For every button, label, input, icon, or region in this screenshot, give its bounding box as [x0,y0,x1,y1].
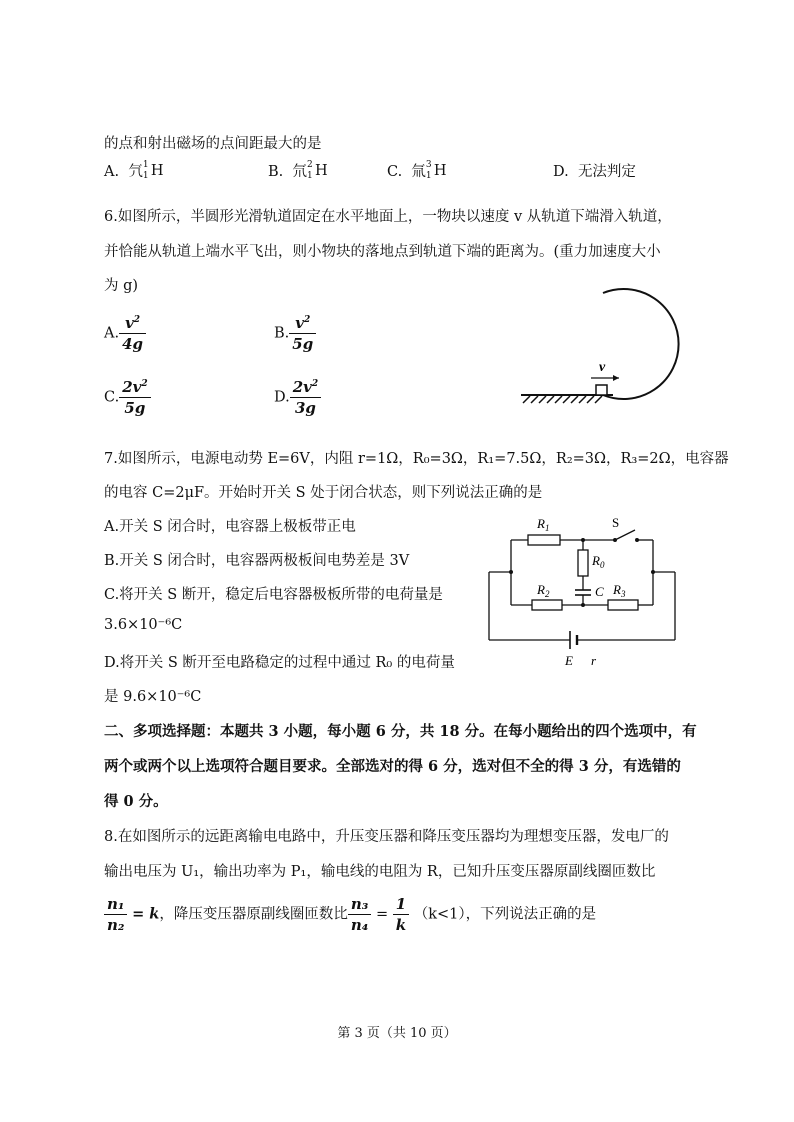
ground-hatching [523,396,602,403]
q8-line-3: $\frac{\text{n₁}}{\text{n₂}}$ = k，降压变压器原副线圈匝数比 $\frac{\text{n₃}}{\text{n₄}}$ = $\frac{1}{k}$ （k<1），下列说法正确的是 [104,895,596,934]
q6-line-3: 为 g) [104,278,139,294]
q7-option-d-line-1: D.将开关 S 断开至电路稳定的过程中通过 R₀ 的电荷量 [104,655,455,671]
section2-line-1: 二、多项选择题：本题共 3 小题，每小题 6 分，共 18 分。在每小题给出的四个选项中，有 [104,723,697,740]
section2-line-3: 得 0 分。 [104,793,168,810]
q7-option-c-line-2: 3.6×10⁻⁶C [104,617,183,633]
q6-semicircle-track-figure [515,285,665,415]
fraction-n1-n2: $\frac{\text{n₁}}{\text{n₂}}$ [104,895,127,934]
label-c: C [595,584,604,599]
q5-tail: 的点和射出磁场的点间距最大的是 [104,136,322,152]
q5-option-a: A. 氕 1 1 H [104,160,164,181]
q5-option-b: B. 氘 2 1 H [268,160,328,181]
section2-line-2: 两个或两个以上选项符合题目要求。全部选对的得 6 分，选对但不全的得 3 分，有选错的 [104,758,681,775]
page-number: 第 3 页（共 10 页） [337,1026,457,1041]
switch-s [615,530,635,540]
velocity-label: v [599,360,606,375]
q6-option-a: A. $\frac{v^2}{4g}$ [104,314,146,353]
q8-line-2: 输出电压为 U₁，输出功率为 P₁，输电线的电阻为 R，已知升压变压器原副线圈匝数比 [104,864,656,880]
resistor-r3 [608,600,638,610]
q5-option-c: C. 氚 3 1 H [387,160,447,181]
q5-option-d: D. 无法判定 [553,164,636,180]
q6-line-1: 6.如图所示，半圆形光滑轨道固定在水平地面上，一物块以速度 v 从轨道下端滑入轨道， [104,209,672,225]
label-r1: $R_1$ [537,516,550,533]
q8-line-1: 8.在如图所示的远距离输电电路中，升压变压器和降压变压器均为理想变压器，发电厂的 [104,829,669,845]
resistor-r1 [528,535,560,545]
q7-option-c-line-1: C.将开关 S 断开，稳定后电容器极板所带的电荷量是 [104,587,443,603]
velocity-arrow-head [613,375,619,381]
fraction-n3-n4: $\frac{\text{n₃}}{\text{n₄}}$ [348,895,371,934]
q7-option-d-line-2: 是 9.6×10⁻⁶C [104,689,202,705]
label-s: S [612,515,620,530]
fraction-1-k: $\frac{1}{k}$ [393,895,409,934]
label-e: E [565,653,573,668]
q7-circuit-diagram [485,510,685,675]
label-r0: $R_0$ [592,553,605,570]
label-r: r [591,653,597,668]
q7-option-a: A.开关 S 闭合时，电容器上极板带正电 [104,519,356,535]
q6-option-b: B. $\frac{v^2}{5g}$ [274,314,316,353]
label-r3: $R_3$ [613,582,626,599]
q6-option-c: C. $\frac{2v^2}{5g}$ [104,378,151,417]
q6-line-2: 并恰能从轨道上端水平飞出，则小物块的落地点到轨道下端的距离为。(重力加速度大小 [104,244,661,260]
label-r2: $R_2$ [537,582,550,599]
resistor-r2 [532,600,562,610]
q7-option-b: B.开关 S 闭合时，电容器两极板间电势差是 3V [104,553,410,569]
block [596,385,607,395]
semicircle-track [603,289,679,399]
resistor-r0 [578,550,588,576]
q6-option-d: D. $\frac{2v^2}{3g}$ [274,378,321,417]
q7-line-2: 的电容 C=2μF。开始时开关 S 处于闭合状态，则下列说法正确的是 [104,485,543,501]
q7-line-1: 7.如图所示，电源电动势 E=6V，内阻 r=1Ω，R₀=3Ω，R₁=7.5Ω，R₂=3Ω，R₃=2Ω，电容器 [104,451,729,467]
